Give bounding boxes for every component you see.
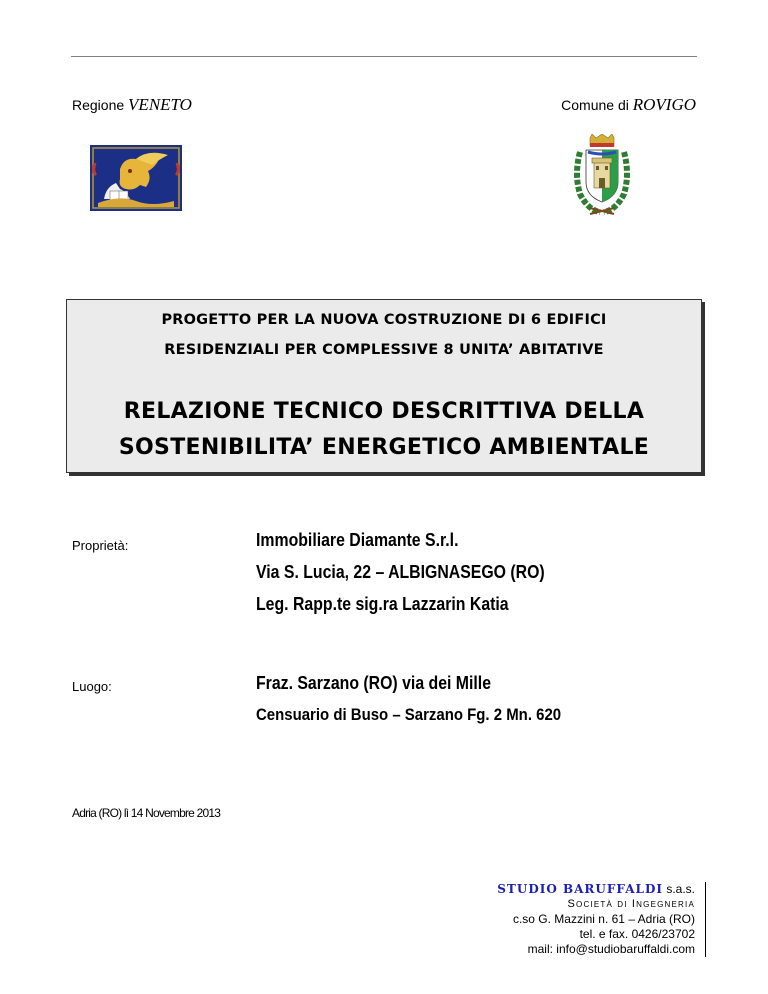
property-label: Proprietà: (72, 538, 129, 553)
comune-prefix: Comune di (561, 97, 629, 113)
veneto-lion-emblem (90, 145, 182, 211)
studio-suffix: s.a.s. (662, 882, 695, 896)
region-prefix: Regione (72, 97, 125, 113)
location-label: Luogo: (72, 679, 112, 694)
report-title-line-2: SOSTENIBILITA’ ENERGETICO AMBIENTALE (118, 435, 650, 460)
location-address: Fraz. Sarzano (RO) via dei Mille (256, 673, 492, 693)
studio-mail: mail: info@studiobaruffaldi.com (527, 942, 695, 956)
property-company: Immobiliare Diamante S.r.l. (256, 530, 459, 550)
report-title-line-1: RELAZIONE TECNICO DESCRITTIVA DELLA (123, 399, 645, 424)
rovigo-coat-of-arms (570, 134, 634, 218)
project-title-line-1: PROGETTO PER LA NUOVA COSTRUZIONE DI 6 EDIFICI (161, 312, 607, 328)
location-cadastral: Censuario di Buso – Sarzano Fg. 2 Mn. 620 (256, 705, 562, 724)
studio-phone: tel. e fax. 0426/23702 (579, 927, 695, 941)
property-legal-rep: Leg. Rapp.te sig.ra Lazzarin Katia (256, 594, 509, 614)
dateline: Adria (RO) lì 14 Novembre 2013 (72, 806, 221, 820)
studio-name: STUDIO BARUFFALDI (497, 882, 663, 896)
studio-subtitle: Società di Ingegneria (567, 898, 695, 910)
top-divider (71, 56, 697, 57)
studio-address: c.so G. Mazzini n. 61 – Adria (RO) (512, 912, 695, 926)
region-name: VENETO (128, 95, 192, 114)
studio-block (497, 882, 706, 957)
comune-heading (561, 95, 696, 115)
region-heading (72, 95, 192, 115)
title-box (66, 299, 702, 473)
comune-name: ROVIGO (632, 95, 696, 114)
property-address: Via S. Lucia, 22 – ALBIGNASEGO (RO) (256, 562, 545, 582)
project-title-line-2: RESIDENZIALI PER COMPLESSIVE 8 UNITA’ ABITATIVE (164, 342, 604, 358)
